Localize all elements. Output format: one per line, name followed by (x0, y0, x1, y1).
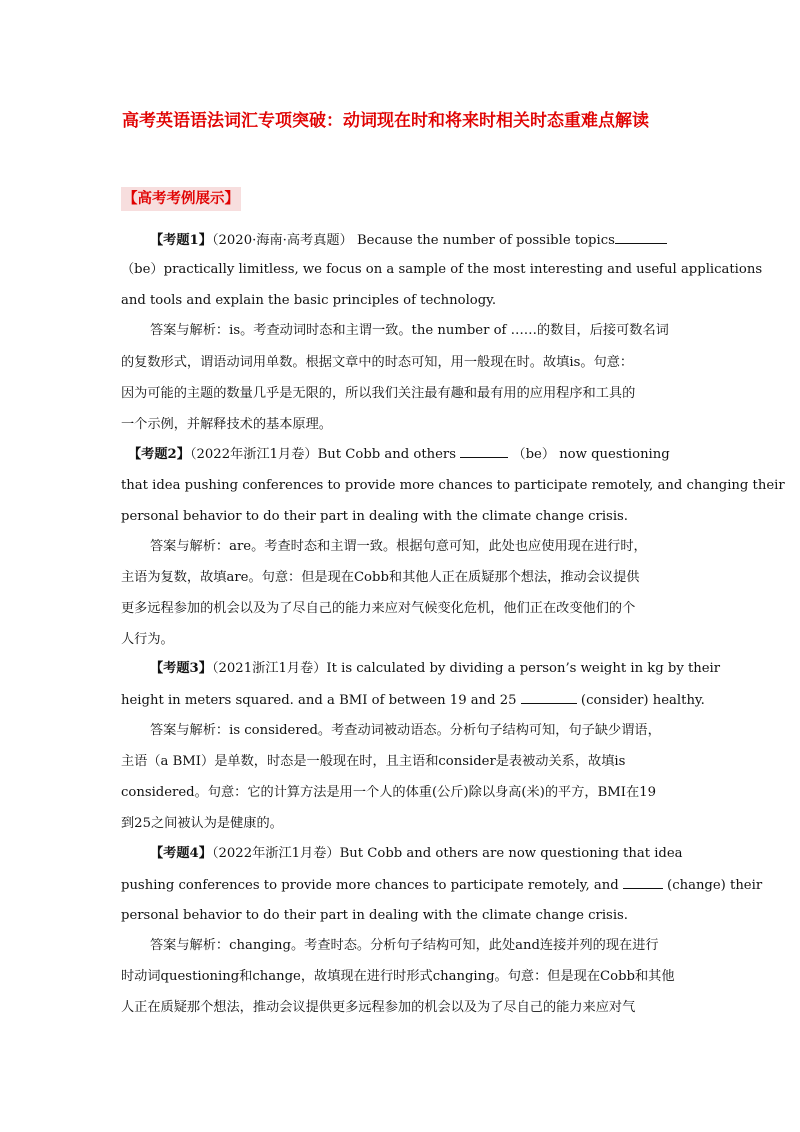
q3-source: （2021浙江1月卷） (211, 661, 327, 676)
q1-text: Because the number of possible topics (352, 233, 615, 248)
q2-answer-3: 更多远程参加的机会以及为了尽自己的能力来应对气候变化危机，他们正在改变他们的个 (121, 601, 636, 616)
q1-label: 【考题1】 (150, 233, 212, 248)
q1-line-3: and tools and explain the basic principles of technology. (121, 293, 497, 308)
q3-answer-blank (521, 691, 577, 704)
q2-label: 【考题2】 (128, 447, 190, 462)
q2-answer-2: 主语为复数，故填are。句意：但是现在Cobb和其他人正在质疑那个想法，推动会议提供 (121, 570, 640, 585)
q1-answer-4: 一个示例，并解释技术的基本原理。 (121, 417, 332, 432)
q4-answer-2: 时动词questioning和change，故填现在进行时形式changing。句意：但是现在Cobb和其他 (121, 969, 675, 984)
q4-source: （2022年浙江1月卷） (211, 846, 340, 861)
q2-line-3: personal behavior to do their part in dealing with the climate change crisis. (121, 509, 629, 524)
q4-line-2 (121, 876, 762, 895)
q3-line-1 (150, 660, 720, 678)
q4-label: 【考题4】 (150, 846, 212, 861)
document-title: 高考英语语法词汇专项突破：动词现在时和将来时相关时态重难点解读 (122, 111, 649, 131)
q4-text-b: (change) their (662, 878, 763, 893)
q2-line-1 (128, 445, 670, 464)
q4-line-3: personal behavior to do their part in dealing with the climate change crisis. (121, 908, 629, 923)
q1-line-1 (150, 231, 667, 250)
q3-text: It is calculated by dividing a person’s weight in kg by their (326, 661, 721, 676)
q2-answer-4: 人行为。 (121, 632, 174, 647)
q3-answer-2: 主语（a BMI）是单数，时态是一般现在时，且主语和consider是表被动关系，故填is (121, 754, 626, 769)
q1-answer-2: 的复数形式，谓语动词用单数。根据文章中的时态可知，用一般现在时。故填is。句意： (121, 355, 634, 370)
q1-line-2: （be）practically limitless, we focus on a sample of the most interesting and useful applications (121, 262, 763, 277)
q1-source: （2020·海南·高考真题） (211, 233, 353, 248)
q1-answer-1: 答案与解析：is。考查动词时态和主谓一致。the number of ……的数目，后接可数名词 (150, 323, 669, 338)
q2-answer-blank (460, 445, 508, 458)
q3-text-a: height in meters squared. and a BMI of between 19 and 25 (121, 693, 521, 708)
q3-answer-3: considered。句意：它的计算方法是用一个人的体重(公斤)除以身高(米)的平方，BMI在19 (121, 785, 656, 800)
q3-answer-4: 到25之间被认为是健康的。 (121, 816, 283, 831)
section-heading: 【高考考例展示】 (121, 187, 241, 211)
q4-answer-blank (623, 876, 663, 889)
q2-text-a: But Cobb and others (317, 447, 461, 462)
q4-text-a: pushing conferences to provide more chances to participate remotely, and (121, 878, 623, 893)
q4-line-1 (150, 845, 683, 863)
q1-answer-blank (615, 231, 667, 244)
q3-text-b: (consider) healthy. (576, 693, 705, 708)
q4-answer-3: 人正在质疑那个想法，推动会议提供更多远程参加的机会以及为了尽自己的能力来应对气 (121, 1000, 636, 1015)
q2-answer-1: 答案与解析：are。考查时态和主谓一致。根据句意可知，此处也应使用现在进行时， (150, 539, 647, 554)
q2-text-b: （be） now questioning (508, 447, 670, 462)
q3-label: 【考题3】 (150, 661, 212, 676)
q1-answer-3: 因为可能的主题的数量几乎是无限的，所以我们关注最有趣和最有用的应用程序和工具的 (121, 386, 636, 401)
q4-answer-1: 答案与解析：changing。考查时态。分析句子结构可知，此处and连接并列的现在进行 (150, 938, 659, 953)
q2-source: （2022年浙江1月卷） (189, 447, 318, 462)
q3-answer-1: 答案与解析：is considered。考查动词被动语态。分析句子结构可知，句子缺少谓语， (150, 723, 661, 738)
q4-text: But Cobb and others are now questioning that idea (339, 846, 683, 861)
q3-line-2 (121, 691, 705, 710)
q2-line-2: that idea pushing conferences to provide more chances to participate remotely, and changing their (121, 478, 785, 493)
